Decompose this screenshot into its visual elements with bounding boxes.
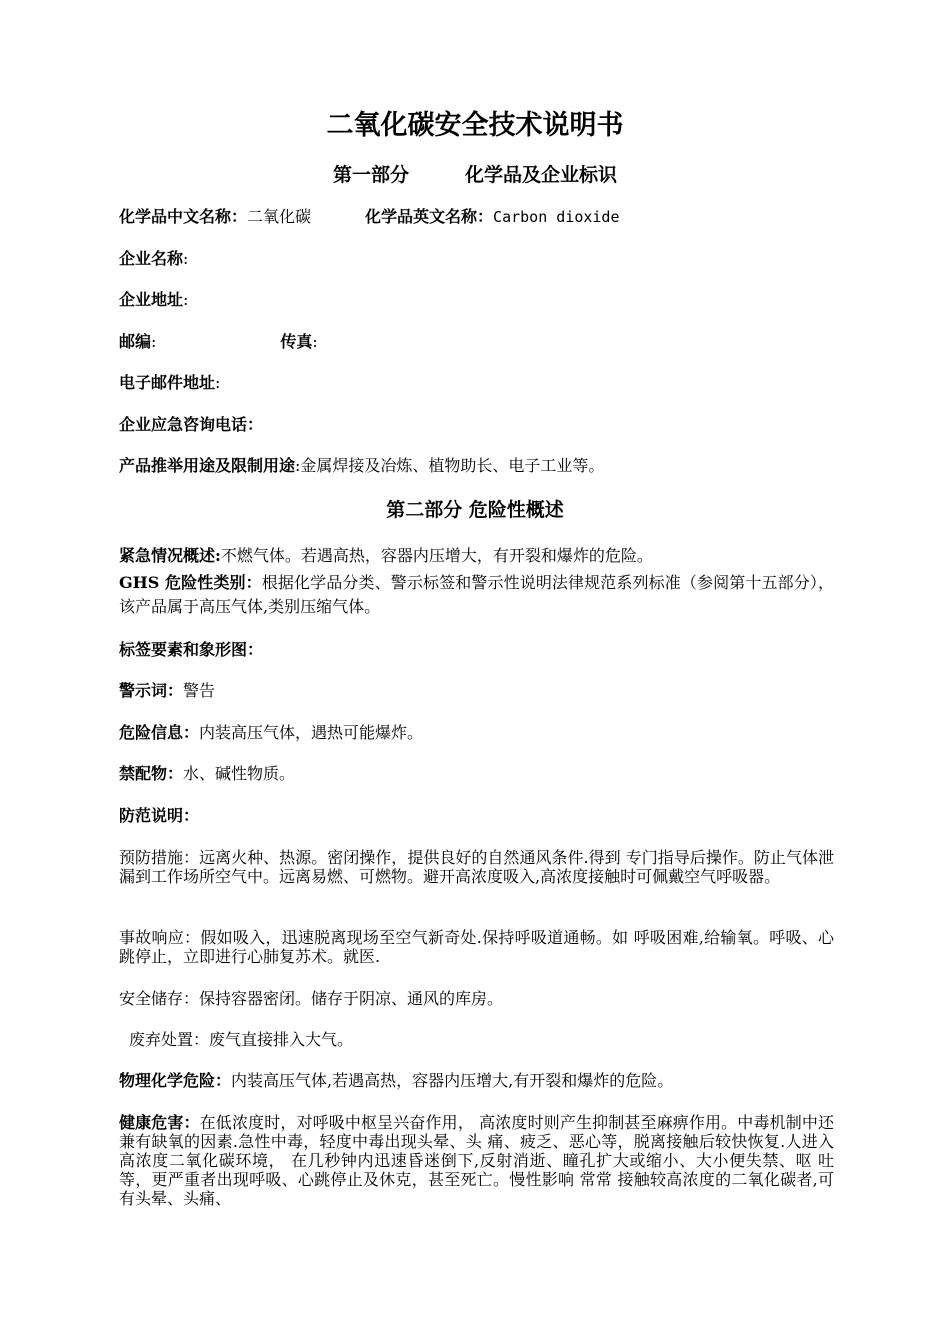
storage-paragraph: 安全储存：保持容器密闭。储存于阴凉、通风的库房。 — [119, 989, 504, 1008]
emergency-phone-label: 企业应急咨询电话： — [119, 415, 264, 434]
company-name-row — [119, 248, 839, 270]
fax-label: 传真 — [280, 332, 313, 351]
part2-heading: 第二部分 危险性概述 — [386, 499, 564, 521]
hazard-info-row — [119, 722, 839, 744]
precaution-label: 防范说明： — [119, 806, 200, 825]
emergency-phone-row — [119, 414, 839, 436]
cn-name-label: 化学品中文名称： — [119, 207, 248, 226]
usage-row — [119, 455, 839, 477]
emergency-overview-value: 不燃气体。若遇高热，容器内压增大，有开裂和爆炸的危险。 — [220, 546, 653, 565]
en-name-value: Carbon dioxide — [493, 208, 620, 226]
prevention-paragraph: 预防措施：远离火种、热源。密闭操作，提供良好的自然通风条件.得到 专门指导后操作。防止气体泄漏到工作场所空气中。远离易燃、可燃物。避开高浓度吸入,高浓度接触时可佩戴空气呼吸器。 — [119, 848, 834, 886]
part1-heading — [0, 160, 950, 190]
document-title: 二氧化碳安全技术说明书 — [326, 110, 624, 141]
fax-colon: : — [312, 332, 318, 351]
ghs-value: 根据化学品分类、警示标签和警示性说明法律规范系列标准（参阅第十五部分），该产品属于高压气体,类别压缩气体。 — [119, 573, 834, 616]
usage-label: 产品推举用途及限制用途 — [119, 456, 296, 475]
signal-word-row — [119, 680, 839, 702]
usage-value: :金属焊接及冶炼、植物助长、电子工业等。 — [295, 456, 605, 475]
part1-heading-name: 化学品及企业标识 — [465, 164, 618, 186]
physchem-value: 内装高压气体,若遇高热，容器内压增大,有开裂和爆炸的危险。 — [231, 1071, 674, 1090]
physchem-hazard-row — [119, 1070, 839, 1092]
health-label: 健康危害： — [119, 1113, 200, 1132]
postcode-colon: : — [151, 332, 157, 351]
postcode-label: 邮编 — [119, 332, 152, 351]
company-address-row — [119, 289, 839, 311]
chemical-name-row — [119, 206, 839, 228]
en-name-label: 化学品英文名称： — [365, 207, 494, 226]
cn-name-value: 二氧化碳 — [247, 207, 312, 226]
precaution-row — [119, 805, 839, 827]
part1-heading-number: 第一部分 — [332, 164, 409, 186]
emergency-overview-label: 紧急情况概述: — [119, 546, 221, 565]
company-address-colon: : — [183, 290, 189, 309]
signal-word-label: 警示词： — [119, 681, 184, 700]
hazard-info-label: 危险信息： — [119, 723, 200, 742]
email-label: 电子邮件地址 — [119, 373, 216, 392]
incompatible-row — [119, 763, 839, 785]
incompatible-label: 禁配物： — [119, 764, 184, 783]
health-value: 在低浓度时，对呼吸中枢呈兴奋作用， 高浓度时则产生抑制甚至麻痹作用。中毒机制中还兼有缺氧的因素.急性中毒，轻度中毒出现头晕、头 痛、疲乏、恶心等，脱离接触后较快恢复.人进入高浓度二氧化碳环境， 在几秒钟内迅速昏迷倒下,反射消逝、瞳孔扩大或缩小、大小便失禁、呕 吐等，更严重者出现呼吸、心跳停止及休克，甚至死亡。慢性影响 常常 接触较高浓度的二氧化碳者,可有头晕、头痛、 — [119, 1113, 834, 1208]
health-hazard-paragraph — [119, 1113, 834, 1208]
signal-word-value: 警告 — [183, 681, 216, 700]
ghs-label: GHS 危险性类别： — [119, 573, 262, 592]
incompatible-value: 水、碱性物质。 — [183, 764, 296, 783]
email-row — [119, 372, 839, 394]
emergency-overview-row — [119, 545, 839, 567]
email-colon: : — [215, 373, 221, 392]
label-elements-row — [119, 639, 839, 661]
company-name-label: 企业名称 — [119, 249, 184, 268]
company-name-colon: : — [183, 249, 189, 268]
response-paragraph: 事故响应：假如吸入，迅速脱离现场至空气新奇处.保持呼吸道通畅。如 呼吸困难,给输氧。呼吸、心跳停止，立即进行心肺复苏术。就医. — [119, 928, 834, 966]
postcode-fax-row — [119, 331, 839, 353]
hazard-info-value: 内装高压气体，遇热可能爆炸。 — [199, 723, 424, 742]
company-address-label: 企业地址 — [119, 290, 184, 309]
disposal-paragraph: 废弃处置：废气直接排入大气。 — [129, 1030, 354, 1049]
physchem-label: 物理化学危险： — [119, 1071, 232, 1090]
ghs-category-paragraph — [119, 571, 834, 619]
label-elements-label: 标签要素和象形图： — [119, 640, 264, 659]
